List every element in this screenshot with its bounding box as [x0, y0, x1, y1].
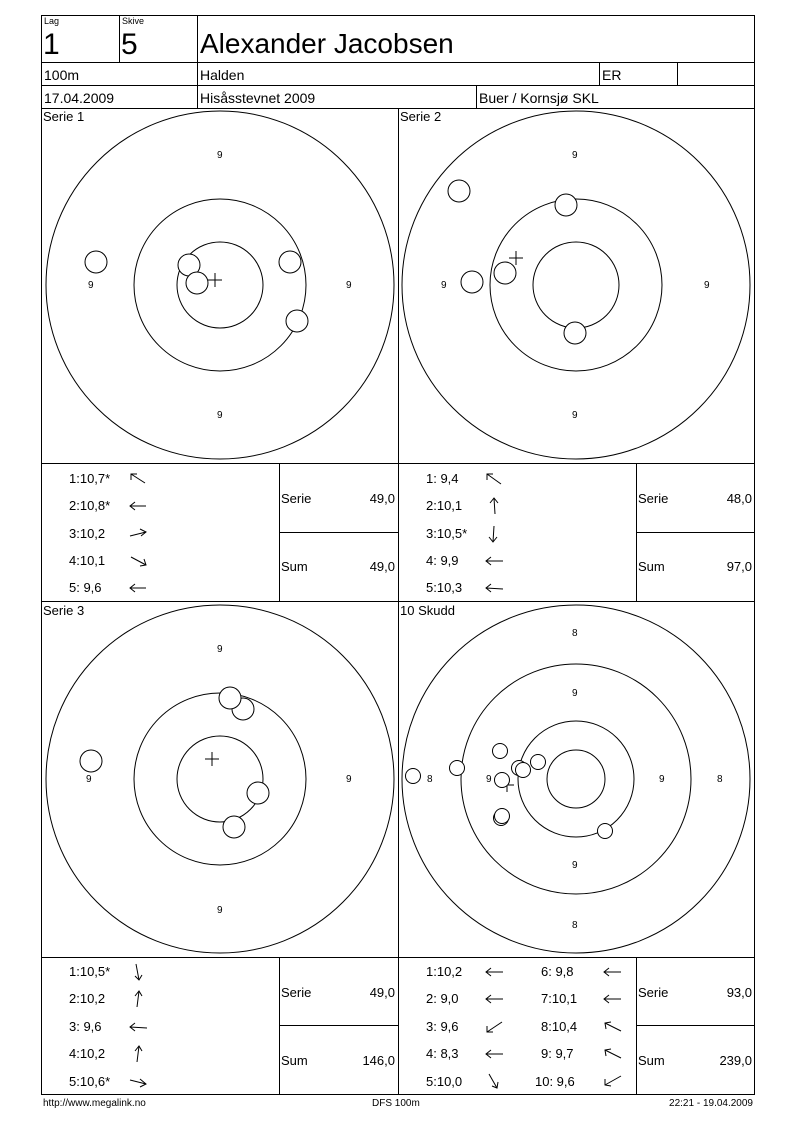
- arrow-down-right-icon: [128, 553, 150, 569]
- serie-3-title: Serie 3: [43, 603, 85, 618]
- shot-score: 6: 9,8: [541, 964, 574, 979]
- arrow-left-icon: [602, 964, 624, 980]
- ring-label: 9: [441, 280, 447, 291]
- sum-label: Sum: [638, 1053, 665, 1068]
- shot-score: 4: 9,9: [426, 553, 459, 568]
- shooter-name: Alexander Jacobsen: [200, 28, 454, 59]
- arrow-up-icon: [484, 496, 506, 512]
- shot-score: 10: 9,6: [535, 1074, 575, 1089]
- serie-1-title: Serie 1: [43, 109, 85, 124]
- shot-score: 3: 9,6: [426, 1019, 459, 1034]
- shot-score: 3:10,5*: [426, 526, 468, 541]
- arrow-right-icon: [128, 526, 150, 542]
- lag-label: Lag: [44, 16, 60, 26]
- sum-label: Sum: [638, 559, 665, 574]
- sum-value: 146,0: [362, 1053, 395, 1068]
- arrow-up-icon: [128, 1044, 150, 1060]
- serie-value: 49,0: [369, 491, 395, 506]
- shot-score: 4:10,1: [69, 553, 106, 568]
- arrow-up-left-icon: [602, 1019, 624, 1035]
- arrow-right-icon: [128, 1074, 150, 1090]
- serie-label: Serie: [638, 491, 669, 506]
- ring-label: 9: [486, 774, 492, 785]
- ring-label: 9: [217, 410, 223, 421]
- date: 17.04.2009: [44, 90, 115, 106]
- shot-score: 1:10,2: [426, 964, 463, 979]
- ring-label: 9: [217, 644, 223, 655]
- skive-value: 5: [121, 28, 138, 61]
- arrow-up-left-icon: [128, 471, 150, 487]
- ring-label: 9: [572, 688, 578, 699]
- shot-score: 8:10,4: [541, 1019, 578, 1034]
- shot-score: 2: 9,0: [426, 991, 459, 1006]
- shot-score: 2:10,8*: [69, 498, 111, 513]
- skive-label: Skive: [122, 16, 145, 26]
- shot-score: 9: 9,7: [541, 1046, 574, 1061]
- arrow-down-icon: [128, 962, 150, 978]
- shot-score: 1:10,7*: [69, 471, 111, 486]
- club-name: Buer / Kornsjø SKL: [479, 90, 599, 106]
- ring-label: 8: [717, 774, 723, 785]
- shot-score: 2:10,2: [69, 991, 106, 1006]
- ring-label: 9: [704, 280, 710, 291]
- arrow-down-right-icon: [484, 1072, 506, 1088]
- event-name: Hisåsstevnet 2009: [200, 90, 316, 106]
- arrow-left-icon: [484, 580, 506, 596]
- ten-shots-title: 10 Skudd: [400, 603, 455, 618]
- shot-score: 5:10,3: [426, 580, 463, 595]
- arrow-up-left-icon: [484, 471, 506, 487]
- sum-label: Sum: [281, 1053, 308, 1068]
- ring-label: 8: [427, 774, 433, 785]
- arrow-left-icon: [484, 964, 506, 980]
- arrow-left-icon: [602, 991, 624, 1007]
- arrow-left-icon: [484, 1046, 506, 1062]
- shot-score: 5:10,0: [426, 1074, 463, 1089]
- footer-program: DFS 100m: [372, 1098, 420, 1109]
- ring-label: 8: [572, 920, 578, 931]
- lag-value: 1: [43, 28, 60, 61]
- serie-value: 48,0: [726, 491, 752, 506]
- ring-label: 8: [572, 628, 578, 639]
- serie-label: Serie: [281, 985, 312, 1000]
- arrow-left-icon: [484, 991, 506, 1007]
- shot-score: 4:10,2: [69, 1046, 106, 1061]
- serie-value: 49,0: [369, 985, 395, 1000]
- shot-score: 1: 9,4: [426, 471, 459, 486]
- distance: 100m: [44, 67, 80, 83]
- shot-score: 3: 9,6: [69, 1019, 102, 1034]
- serie-value: 93,0: [726, 985, 752, 1000]
- shot-score: 1:10,5*: [69, 964, 111, 979]
- shot-score: 3:10,2: [69, 526, 106, 541]
- arrow-up-icon: [128, 989, 150, 1005]
- shot-score: 7:10,1: [541, 991, 578, 1006]
- sum-label: Sum: [281, 559, 308, 574]
- arrow-down-left-icon: [602, 1073, 624, 1089]
- ring-label: 9: [88, 280, 94, 291]
- sum-value: 49,0: [369, 559, 395, 574]
- ring-label: 9: [346, 774, 352, 785]
- ring-label: 9: [572, 150, 578, 161]
- class-code: ER: [602, 67, 622, 83]
- shot-score: 5:10,6*: [69, 1074, 111, 1089]
- arrow-left-icon: [128, 498, 150, 514]
- footer-timestamp: 22:21 - 19.04.2009: [669, 1098, 753, 1109]
- ring-label: 9: [572, 410, 578, 421]
- shot-score: 2:10,1: [426, 498, 463, 513]
- arrow-left-icon: [128, 580, 150, 596]
- sum-value: 239,0: [719, 1053, 752, 1068]
- ring-label: 9: [659, 774, 665, 785]
- shot-score: 4: 8,3: [426, 1046, 459, 1061]
- serie-label: Serie: [281, 491, 312, 506]
- arrow-left-icon: [484, 553, 506, 569]
- shot-score: 5: 9,6: [69, 580, 102, 595]
- ring-label: 9: [86, 774, 92, 785]
- serie-label: Serie: [638, 985, 669, 1000]
- arrow-down-icon: [484, 524, 506, 540]
- serie-2-title: Serie 2: [400, 109, 442, 124]
- arrow-left-icon: [128, 1019, 150, 1035]
- footer-url[interactable]: http://www.megalink.no: [43, 1098, 146, 1109]
- ring-label: 9: [217, 905, 223, 916]
- ring-label: 9: [572, 860, 578, 871]
- location: Halden: [200, 67, 245, 83]
- ring-label: 9: [346, 280, 352, 291]
- ring-label: 9: [217, 150, 223, 161]
- arrow-up-left-icon: [602, 1046, 624, 1062]
- arrow-down-left-icon: [484, 1019, 506, 1035]
- sum-value: 97,0: [726, 559, 752, 574]
